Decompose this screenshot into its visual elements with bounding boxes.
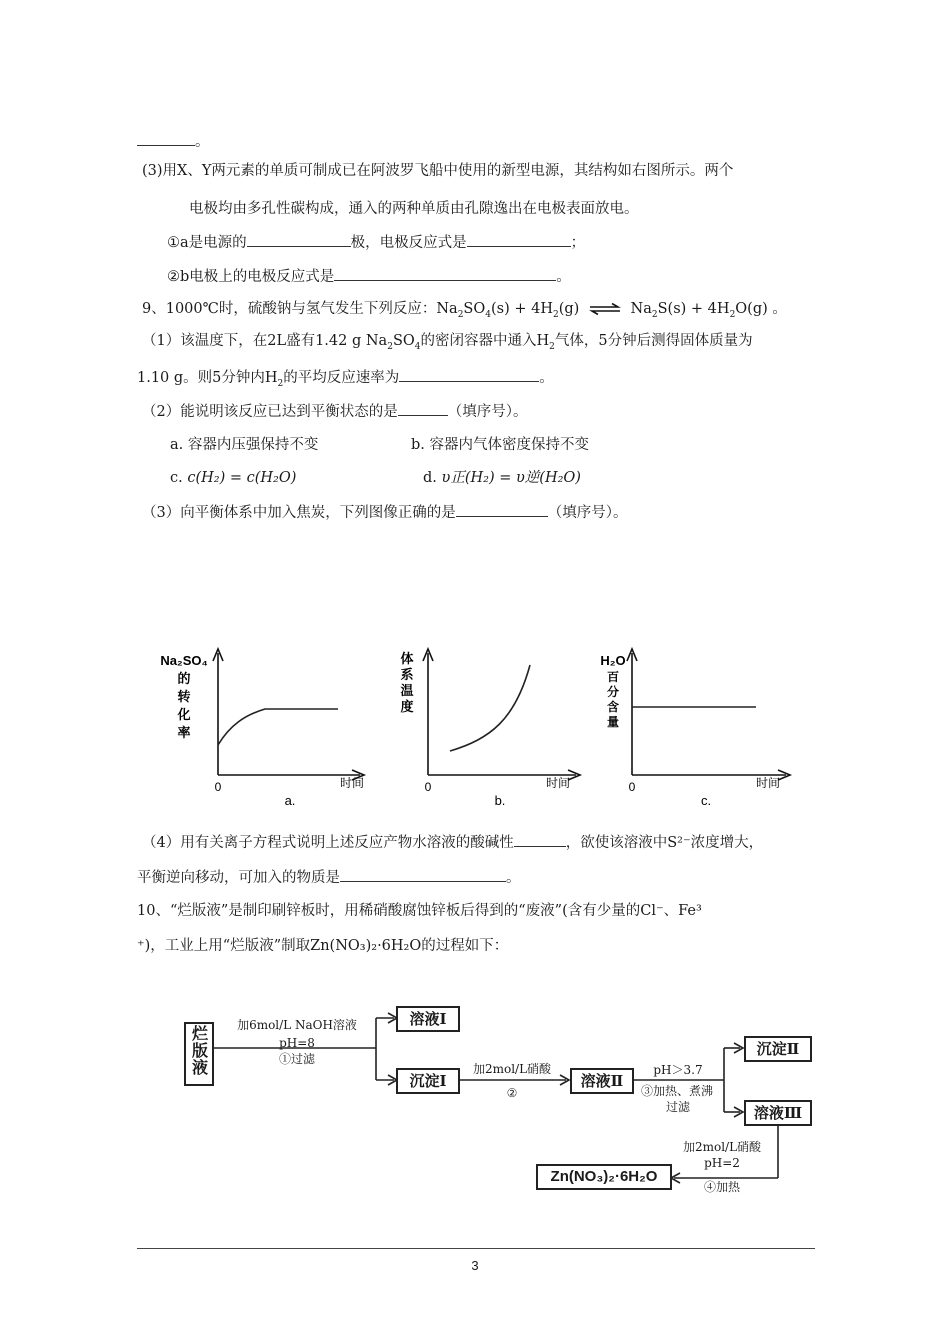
graph-b <box>380 645 600 815</box>
q9-header: 9、1000℃时，硫酸钠与氢气发生下列反应：$Na_2SO_4(s) + 4H_2(g) Na_2S(s) + 4H_2O(g)$ 。 <box>142 301 787 320</box>
start-box: 烂版液 <box>184 1022 214 1086</box>
q10-line: 10、“烂版液”是制印刷锌板时，用稀硝酸腐蚀锌板后得到的“废液”(含有少量的Cl⁻、Fe³ <box>137 903 702 919</box>
q9-4-line: （4）用有关离子方程式说明上述反应产物水溶液的酸碱性 ，欲使该溶液中S²⁻浓度增大， <box>142 832 763 853</box>
continuation-line: 。 <box>137 131 210 152</box>
graph-b-ylabel-3: 温 <box>400 684 414 699</box>
step3-filter: 过滤 <box>665 1100 690 1114</box>
graph-b-ylabel-1: 体 <box>400 652 414 667</box>
graph-a <box>150 645 370 815</box>
graph-a-ylabel-5: 率 <box>177 726 191 741</box>
option-a: a. 容器内压强保持不变 <box>170 437 319 453</box>
graph-b-caption: b. <box>494 793 506 808</box>
graph-c-xlabel: 时间 <box>756 776 781 790</box>
process-flow-diagram <box>180 1000 820 1200</box>
graph-c-ylabel-5: 量 <box>606 715 620 729</box>
precipitate-1-box: 沉淀Ⅰ <box>396 1068 460 1094</box>
solution-3-box: 溶液Ⅲ <box>744 1100 812 1126</box>
q9-4-line-2: 平衡逆向移动，可加入的物质是 。 <box>137 867 521 888</box>
q3-intro-2: 电极均由多孔性碳构成，通入的两种单质由孔隙逸出在电极表面放电。 <box>189 201 639 217</box>
answer-blank[interactable] <box>247 232 351 247</box>
q3-intro: (3)用X、Y两元素的单质可制成已在阿波罗飞船中使用的新型电源，其结构如右图所示。两个 <box>142 163 734 179</box>
graph-c-ylabel-1: H₂O <box>600 653 626 668</box>
q9-3-line: （3）向平衡体系中加入焦炭，下列图像正确的是 （填序号）。 <box>142 502 627 523</box>
step2-reagent: 加2mol/L硝酸 <box>472 1062 552 1076</box>
step4-ph: pH=2 <box>704 1156 740 1170</box>
q10-line-2: ⁺)，工业上用“烂版液”制取Zn(NO₃)₂·6H₂O的过程如下： <box>137 938 509 954</box>
answer-blank[interactable] <box>456 502 548 517</box>
step3-action: ③加热、煮沸 <box>640 1084 713 1098</box>
step4-reagent: 加2mol/L硝酸 <box>682 1140 762 1154</box>
option-c: c. c(H₂) = c(H₂O) <box>170 470 297 486</box>
graph-a-ylabel-1: Na₂SO₄ <box>160 653 208 668</box>
graph-a-xlabel: 时间 <box>340 776 365 790</box>
step1-ph: pH=8 <box>279 1036 315 1050</box>
q3-a-line: ①a是电源的 极，电极反应式是 ； <box>167 232 585 253</box>
graph-a-ylabel-4: 化 <box>177 708 191 723</box>
graph-b-ylabel-2: 系 <box>400 668 414 683</box>
step3-ph: pH＞3.7 <box>653 1063 703 1077</box>
step4-heat: ④加热 <box>703 1180 740 1194</box>
graph-c-ylabel-4: 含 <box>606 700 620 714</box>
answer-blank[interactable] <box>399 367 539 382</box>
page-number: 3 <box>471 1258 479 1273</box>
product-box: Zn(NO₃)₂·6H₂O <box>536 1164 672 1190</box>
graph-a-origin: 0 <box>214 780 222 794</box>
graph-b-xlabel: 时间 <box>546 776 571 790</box>
answer-blank[interactable] <box>334 266 556 281</box>
q9-1-line-2: 1.10 g。则5分钟内$H_2$的平均反应速率为 。 <box>137 367 554 394</box>
graph-a-ylabel-3: 转 <box>177 690 191 705</box>
graph-c-ylabel-2: 百 <box>606 670 620 684</box>
step1-filter: ①过滤 <box>278 1052 315 1066</box>
graph-a-ylabel-2: 的 <box>177 672 191 687</box>
solution-1-box: 溶液Ⅰ <box>396 1006 460 1032</box>
graph-c-ylabel-3: 分 <box>606 685 620 699</box>
graph-b-ylabel-4: 度 <box>400 700 414 715</box>
graph-a-caption: a. <box>284 793 296 808</box>
graph-b-origin: 0 <box>424 780 432 794</box>
answer-blank[interactable] <box>137 131 195 146</box>
option-d: d. υ正(H₂) = υ逆(H₂O) <box>423 470 581 486</box>
option-b: b. 容器内气体密度保持不变 <box>411 437 589 453</box>
answer-blank[interactable] <box>398 401 448 416</box>
graph-c <box>596 645 806 815</box>
solution-2-box: 溶液Ⅱ <box>570 1068 634 1094</box>
q9-1-line: （1）该温度下，在2L盛有1.42 g $Na_2SO_4$的密闭容器中通入$H_2$气体，5分钟后测得固体质量为 <box>142 333 753 352</box>
precipitate-2-box: 沉淀Ⅱ <box>744 1036 812 1062</box>
graph-c-caption: c. <box>700 793 712 808</box>
q3-b-line: ②b电极上的电极反应式是 。 <box>167 266 571 287</box>
answer-blank[interactable] <box>514 832 566 847</box>
equilibrium-arrow-icon <box>588 303 622 315</box>
footer-rule <box>137 1248 815 1249</box>
answer-blank[interactable] <box>467 232 571 247</box>
step2-number: ② <box>506 1086 518 1100</box>
q9-2-line: （2）能说明该反应已达到平衡状态的是 （填序号）。 <box>142 401 527 422</box>
step1-reagent: 加6mol/L NaOH溶液 <box>237 1018 357 1032</box>
answer-blank[interactable] <box>340 867 506 882</box>
graph-c-origin: 0 <box>628 780 636 794</box>
